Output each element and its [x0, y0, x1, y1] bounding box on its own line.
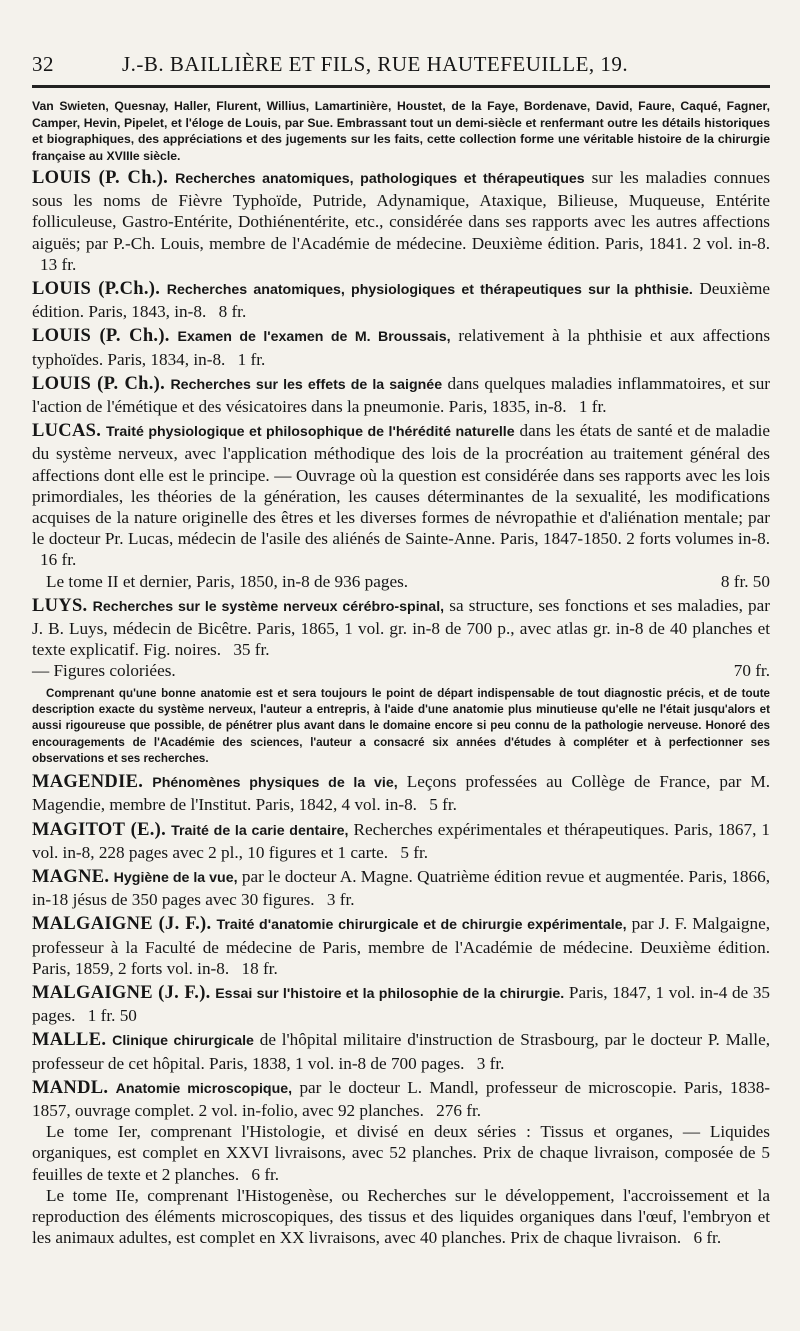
catalog-entry — [32, 420, 770, 592]
entry-author: MANDL. — [32, 1077, 109, 1098]
entry-price: 16 fr. — [40, 550, 77, 570]
entry-author: MAGNE. — [32, 866, 110, 887]
catalog-entry — [32, 866, 770, 910]
entry-body: sur les maladies connues sous les noms de Fièvre Typhoïde, Putride, Adynamique, Ataxique, Bilieuse, Muqueuse, Entérite folliculeuse, Gastro-Entérite, Dothiénentérite, etc., considérée dans ses rapports avec les autres affections aiguës; par P.-Ch. Louis, membre de l'Académie de médecine. Deuxième édition. Paris, 1841. 2 vol. in-8. — [32, 168, 771, 253]
entry-price: 13 fr. — [40, 254, 77, 274]
entry-title: Hygiène de la vue, — [113, 869, 238, 886]
entry-body: Leçons professées au Collège de France, par M. Magendie, membre de l'Institut. Paris, 1842, 4 vol. in-8. — [32, 772, 771, 815]
entry-price: 5 fr. — [400, 842, 429, 862]
entry-note: Comprenant qu'une bonne anatomie est et sera toujours le point de départ indispensable de tout diagnostic précis, et de toute description exacte du système nerveux, l'auteur a entrepris, à l'aide d'une anatomie plus minutieuse qu'elle ne l'était jusqu'alors et aussi rigoureuse que possible, de pénétrer plus avant dans le domaine encore si peu connu de la pathologie nerveuse. Honoré des encouragements de l'Académie des sciences, l'auteur a consacré six années d'études à compléter et à perfectionner ses observations et ses recherches. — [32, 686, 770, 765]
entry-author: MALGAIGNE (J. F.). — [32, 982, 211, 1003]
entry-extra-price: 70 fr. — [733, 661, 770, 681]
entry-title: Essai sur l'histoire et la philosophie de la chirurgie. — [215, 985, 565, 1002]
entry-title: Recherches anatomiques, pathologiques et thérapeutiques — [175, 171, 585, 187]
entry-author: LOUIS (P. Ch.). — [32, 326, 170, 347]
running-title: J.-B. BAILLIÈRE ET FILS, RUE HAUTEFEUILLE, 19. — [122, 52, 629, 76]
entry-price: 35 fr. — [233, 640, 270, 660]
entry-price: 18 fr. — [241, 958, 278, 978]
entry-author: LUYS. — [32, 595, 88, 616]
catalog-entry — [32, 167, 770, 275]
entry-extra: — Figures coloriées. — [32, 661, 176, 681]
entry-extra: Le tome II et dernier, Paris, 1850, in-8 de 936 pages. — [46, 571, 409, 591]
entry-title: Examen de l'examen de M. Broussais, — [177, 329, 451, 346]
entry-body: relativement à la phthisie et aux affections typhoïdes. Paris, 1834, in-8. — [32, 326, 771, 369]
entry-price: 1 fr. — [237, 349, 266, 369]
page-number: 32 — [32, 52, 54, 76]
catalog-entry — [32, 595, 770, 767]
entry-body: Paris, 1847, 1 vol. in-4 de 35 pages. — [32, 982, 771, 1026]
catalog-entry — [32, 325, 770, 369]
entry-author: LOUIS (P.Ch.). — [32, 279, 161, 300]
entry-title: Traité de la carie dentaire, — [171, 822, 349, 839]
entry-extra-line — [32, 1121, 770, 1185]
entry-extra: Le tome Ier, comprenant l'Histologie, et divisé en deux séries : Tissus et organes, — Liquides organiques, est complet en XXVI livraisons, avec 52 planches. Prix de chaque livraison, composée de 5 feuilles de texte et 2 planches. — [32, 1122, 770, 1184]
entry-author: MAGENDIE. — [32, 772, 144, 793]
entry-title: Recherches sur le système nerveux cérébro-spinal, — [92, 598, 445, 615]
entry-extra-line-2 — [32, 1185, 770, 1249]
entry-extra-line — [32, 660, 770, 681]
entry-extra-price: 6 fr. — [251, 1164, 280, 1184]
entry-title: Phénomènes physiques de la vie, — [152, 775, 398, 792]
entry-body: Deuxième édition. Paris, 1843, in-8. — [32, 279, 770, 322]
entry-price: 8 fr. — [218, 302, 247, 322]
entry-extra-2: Le tome IIe, comprenant l'Histogenèse, ou Recherches sur le développement, l'accroissement et la reproduction des éléments microscopiques, des tissus et des liquides organiques dans l'œuf, l'embryon et les animaux adultes, est complet en XX livraisons, avec 40 planches. Prix de chaque livraison. — [32, 1185, 770, 1248]
entry-author: LOUIS (P. Ch.). — [32, 168, 169, 188]
entry-body: dans quelques maladies inflammatoires, et sur l'action de l'émétique et des vésicatoires dans la pneumonie. Paris, 1835, in-8. — [32, 373, 771, 417]
page-header — [32, 52, 770, 88]
catalog-entry — [32, 1077, 770, 1249]
entry-price: 276 fr. — [436, 1101, 482, 1120]
entry-price: 5 fr. — [429, 795, 457, 815]
entry-body: de l'hôpital militaire d'instruction de Strasbourg, par le docteur P. Malle, professeur de cet hôpital. Paris, 1838, 1 vol. in-8 de 700 pages. — [32, 1030, 770, 1073]
entry-title: Clinique chirurgicale — [112, 1033, 254, 1050]
entry-body: par J. F. Malgaigne, professeur à la Faculté de médecine de Paris, membre de l'Académie de médecine. Deuxième édition. Paris, 1859, 2 forts vol. in-8. — [32, 914, 770, 978]
catalog-entry — [32, 913, 770, 979]
entry-body: par le docteur A. Magne. Quatrième édition revue et augmentée. Paris, 1866, in-18 jésus de 350 pages avec 30 figures. — [32, 866, 771, 910]
entry-price: 3 fr. — [476, 1053, 505, 1073]
entry-extra-line — [32, 571, 770, 592]
entry-price: 3 fr. — [326, 890, 355, 910]
entry-title: Traité d'anatomie chirurgicale et de chirurgie expérimentale, — [216, 917, 627, 934]
catalog-entry — [32, 819, 770, 863]
catalog-entry — [32, 373, 770, 417]
catalog-entry — [32, 982, 770, 1026]
entry-author: LOUIS (P. Ch.). — [32, 373, 166, 394]
entry-body: Recherches expérimentales et thérapeutiques. Paris, 1867, 1 vol. in-8, 228 pages avec 2 pl., 10 figures et 1 carte. — [32, 819, 771, 862]
entry-title: Traité physiologique et philosophique de l'hérédité naturelle — [105, 424, 515, 441]
entry-body: sa structure, ses fonctions et ses maladies, par J. B. Luys, médecin de Bicêtre. Paris, 1865, 1 vol. gr. in-8 de 700 p., avec atlas gr. in-8 de 40 planches et texte explicatif. Fig. noires. — [32, 595, 770, 660]
entry-extra-price: 8 fr. 50 — [720, 571, 770, 591]
entry-title: Recherches anatomiques, physiologiques et thérapeutiques sur la phthisie. — [166, 282, 693, 299]
entries-list — [32, 167, 770, 1248]
entry-author: MALGAIGNE (J. F.). — [32, 914, 212, 935]
intro-paragraph: Van Swieten, Quesnay, Haller, Flurent, Willius, Lamartinière, Houstet, de la Faye, Bordenave, David, Faure, Caqué, Fagner, Camper, Hevin, Pipelet, et l'éloge de Louis, par Sue. Embrassant tout un demi-siècle et renfermant outre les détails historiques et biographiques, des appréciations et des jugements sur les faits, cette collection forme une véritable histoire de la chirurgie française au XVIIIe siècle. — [32, 99, 770, 163]
catalog-entry — [32, 1029, 770, 1073]
entry-body: par le docteur L. Mandl, professeur de microscopie. Paris, 1838-1857, ouvrage complet. 2 vol. in-folio, avec 92 planches. — [32, 1077, 771, 1120]
entry-title: Anatomie microscopique, — [115, 1080, 293, 1097]
entry-author: MAGITOT (E.). — [32, 819, 167, 840]
entry-price: 1 fr. — [578, 397, 607, 417]
entry-author: LUCAS. — [32, 421, 102, 442]
catalog-entry — [32, 278, 770, 322]
entry-author: MALLE. — [32, 1030, 107, 1051]
entry-extra-2-price: 6 fr. — [693, 1228, 722, 1248]
entry-title: Recherches sur les effets de la saignée — [170, 376, 443, 393]
entry-price: 1 fr. 50 — [87, 1006, 137, 1026]
catalog-entry — [32, 771, 770, 815]
entry-body: dans les états de santé et de maladie du système nerveux, avec l'application méthodique des lois de la procréation au traitement général des affections dont elle est le principe. — Ouvrage où la question est considérée dans ses rapports avec les lois primordiales, les théories de la génération, les causes déterminantes de la sexualité, les modifications acquises de la nature originelle des êtres et les diverses formes de névropathie et d'aliénation mentale; par le docteur Pr. Lucas, médecin de l'asile des aliénés de Sainte-Anne. Paris, 1847-1850. 2 forts volumes in-8. — [32, 421, 770, 549]
